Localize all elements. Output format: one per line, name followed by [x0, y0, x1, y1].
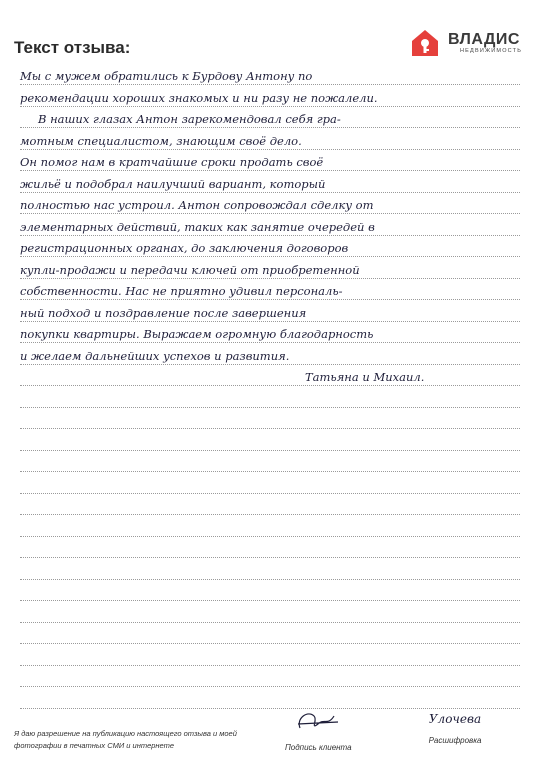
- ruled-line: [20, 235, 520, 236]
- ruled-line: [20, 192, 520, 193]
- ruled-line: [20, 256, 520, 257]
- review-line: Мы с мужем обратились к Бурдову Антону по: [20, 69, 313, 83]
- client-signature-block: [285, 706, 352, 752]
- ruled-line: [20, 342, 520, 343]
- review-line: элементарных действий, таких как занятие очередей в: [20, 219, 375, 234]
- brand-subtitle: НЕДВИЖИМОСТЬ: [460, 48, 523, 54]
- review-line: регистрационных органах, до заключения договоров: [20, 241, 349, 255]
- client-signature-image: [288, 706, 348, 734]
- signature-label: Подпись клиента: [285, 743, 352, 752]
- decoding-label: Расшифровка: [428, 736, 482, 745]
- consent-text: Я даю разрешение на публикацию настоящего отзыва и моей фотографии в печатных СМИ и интернете: [14, 729, 237, 750]
- ruled-line: [20, 299, 520, 300]
- house-key-icon: [410, 28, 440, 58]
- ruled-line: [20, 321, 520, 322]
- ruled-line: [20, 579, 520, 580]
- review-line: мотным специалистом, знающим своё дело.: [20, 133, 302, 148]
- review-line: Татьяна и Михаил.: [305, 370, 425, 384]
- review-line: купли-продажи и передачи ключей от приобретенной: [20, 262, 360, 277]
- ruled-line: [20, 600, 520, 601]
- ruled-line: [20, 213, 520, 214]
- ruled-line: [20, 428, 520, 429]
- brand-name: ВЛАДИС: [448, 31, 520, 48]
- decoding-value: Улочева: [428, 712, 482, 726]
- decoding-block: [410, 706, 500, 745]
- review-line: полностью нас устроил. Антон сопровождал сделку от: [20, 198, 374, 212]
- ruled-line: [20, 149, 520, 150]
- ruled-line: [20, 686, 520, 687]
- ruled-line: [20, 643, 520, 644]
- ruled-line: [20, 385, 520, 386]
- review-line: покупки квартиры. Выражаем огромную благодарность: [20, 327, 374, 341]
- ruled-line: [20, 536, 520, 537]
- ruled-line: [20, 450, 520, 451]
- ruled-line: [20, 665, 520, 666]
- ruled-line: [20, 514, 520, 515]
- ruled-line: [20, 84, 520, 85]
- review-line: Он помог нам в кратчайшие сроки продать своё: [20, 155, 324, 169]
- ruled-line: [20, 471, 520, 472]
- ruled-line: [20, 557, 520, 558]
- review-line: жильё и подобрал наилучший вариант, который: [20, 176, 326, 191]
- review-line: В наших глазах Антон зарекомендовал себя гра-: [38, 112, 341, 126]
- ruled-line: [20, 170, 520, 171]
- review-line: собственности. Нас не приятно удивил персональ-: [20, 284, 343, 298]
- review-line: ный подход и поздравление после завершения: [20, 305, 307, 320]
- ruled-line: [20, 407, 520, 408]
- page-title: Текст отзыва:: [14, 38, 131, 57]
- review-line: и желаем дальнейших успехов и развития.: [20, 348, 290, 363]
- ruled-line: [20, 278, 520, 279]
- ruled-line: [20, 127, 520, 128]
- ruled-line: [20, 493, 520, 494]
- ruled-line: [20, 106, 520, 107]
- review-line: рекомендации хороших знакомых и ни разу не пожалели.: [20, 90, 378, 105]
- ruled-line: [20, 622, 520, 623]
- brand-logo: [410, 28, 530, 58]
- ruled-line: [20, 364, 520, 365]
